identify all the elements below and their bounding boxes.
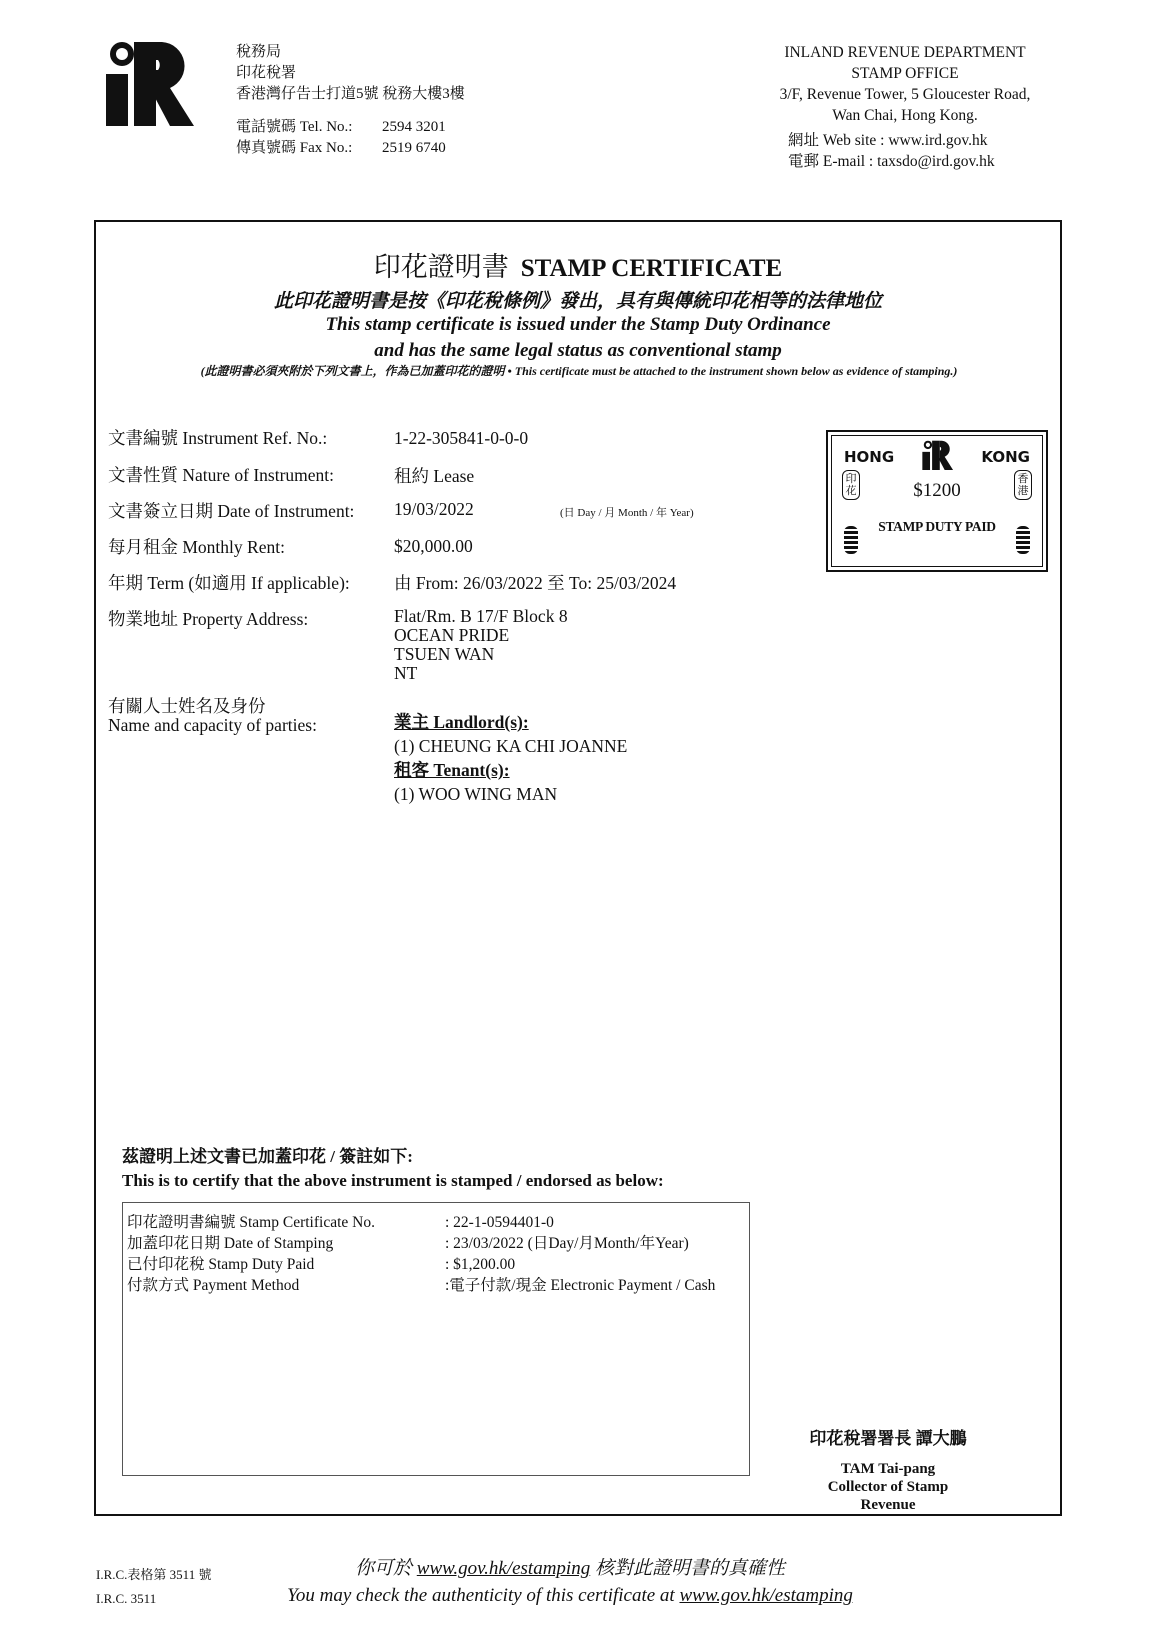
payment-method: :電子付款/現金 Electronic Payment / Cash (445, 1277, 716, 1294)
address-label: 物業地址 Property Address: (108, 609, 309, 629)
office-address-en: INLAND REVENUE DEPARTMENT STAMP OFFICE 3/F, Revenue Tower, 5 Gloucester Road, Wan Chai, Hong Kong. 網址 Web site : www.ird.gov.hk 電郵 E-mail : taxsdo@ird.gov.hk (740, 42, 1070, 172)
endorsement-details: 印花證明書編號 Stamp Certificate No. : 22-1-0594401-0 加蓋印花日期 Date of Stamping : 23/03/2022 (日Day/月Month/年Year) 已付印花稅 Stamp Duty Paid : $1,200.00 付款方式 Payment Method :電子付款/現金 Electronic Payment / Cash (127, 1214, 716, 1294)
landlord-name: (1) CHEUNG KA CHI JOANNE (394, 736, 628, 756)
ird-logo-small (920, 440, 954, 470)
contact-numbers: 電話號碼 Tel. No.: 2594 3201 傳真號碼 Fax No.: 2519 6740 (236, 117, 465, 159)
ref-value: 1-22-305841-0-0-0 (394, 428, 529, 448)
certificate-title: 印花證明書 STAMP CERTIFICATE (373, 252, 783, 282)
stamp-amount: $1200 (913, 480, 961, 501)
office-address-cn: 稅務局 印花稅署 香港灣仔告士打道5號 稅務大樓3樓 電話號碼 Tel. No.: 2594 3201 傳真號碼 Fax No.: 2519 6740 (236, 42, 465, 159)
estamping-link-en[interactable]: www.gov.hk/estamping (679, 1585, 853, 1606)
rent-label: 每月租金 Monthly Rent: (108, 537, 285, 557)
term-label: 年期 Term (如適用 If applicable): (108, 573, 350, 593)
nature-label: 文書性質 Nature of Instrument: (108, 465, 334, 485)
email: 電郵 E-mail : taxsdo@ird.gov.hk (788, 153, 995, 170)
seal-ornament-left (844, 526, 858, 554)
ird-logo (100, 40, 196, 126)
subtitle-cn: 此印花證明書是按《印花稅條例》發出，具有與傳統印花相等的法律地位 (273, 291, 882, 312)
address-value: Flat/Rm. B 17/F Block 8 OCEAN PRIDE TSUEN WAN NT (394, 606, 568, 683)
certification-statement: 茲證明上述文書已加蓋印花 / 簽註如下: This is to certify that the above instrument is stamped / endorsed as below: (122, 1147, 664, 1190)
stamp-duty-paid-seal: HONG KONG 印花 香港 $1200 STAMP DUTY PAID (826, 430, 1048, 572)
duty-paid: : $1,200.00 (445, 1256, 516, 1273)
seal-side-left: 印花 (842, 470, 860, 500)
term-value: 由 From: 26/03/2022 至 To: 25/03/2024 (394, 573, 677, 593)
form-number: I.R.C.表格第 3511 號 I.R.C. 3511 (96, 1567, 212, 1606)
stamping-date: : 23/03/2022 (日Day/月Month/年Year) (445, 1235, 689, 1252)
parties-label: 有關人士姓名及身份 Name and capacity of parties: (108, 696, 317, 735)
rent-value: $20,000.00 (394, 536, 473, 556)
website: 網址 Web site : www.ird.gov.hk (788, 132, 988, 149)
fax-number: 2519 6740 (382, 140, 446, 156)
ref-label: 文書編號 Instrument Ref. No.: (108, 428, 328, 448)
authenticity-note: 你可於 www.gov.hk/estamping 核對此證明書的真確性 You may check the authenticity of this certificate at www.gov.hk/estamping (287, 1558, 853, 1606)
subtitle-en: This stamp certificate is issued under the Stamp Duty Ordinance and has the same legal status as conventional stamp (325, 314, 831, 361)
date-value: 19/03/2022 (394, 499, 474, 519)
seal-side-right: 香港 (1014, 470, 1032, 500)
parties-value (394, 710, 627, 806)
tel-number: 2594 3201 (382, 119, 446, 135)
stamp-paid-text: STAMP DUTY PAID (878, 519, 996, 534)
estamping-link[interactable]: www.gov.hk/estamping (416, 1558, 591, 1579)
tenant-heading: 租客 Tenant(s): (394, 760, 510, 780)
date-format-hint: (日 Day / 月 Month / 年 Year) (560, 507, 694, 519)
attachment-note: (此證明書必須夾附於下列文書上，作為已加蓋印花的證明 • This certificate must be attached to the instrument shown below as evidence of stamping.) (200, 364, 958, 378)
collector-signature: 印花稅署署長 譚大鵬 TAM Tai-pang Collector of Stamp Revenue (809, 1429, 967, 1513)
certificate-no: : 22-1-0594401-0 (445, 1214, 554, 1231)
nature-value: 租約 Lease (394, 466, 475, 486)
tenant-name: (1) WOO WING MAN (394, 784, 558, 804)
landlord-heading: 業主 Landlord(s): (394, 712, 529, 732)
date-label: 文書簽立日期 Date of Instrument: (108, 501, 355, 521)
seal-ornament-right (1016, 526, 1030, 554)
